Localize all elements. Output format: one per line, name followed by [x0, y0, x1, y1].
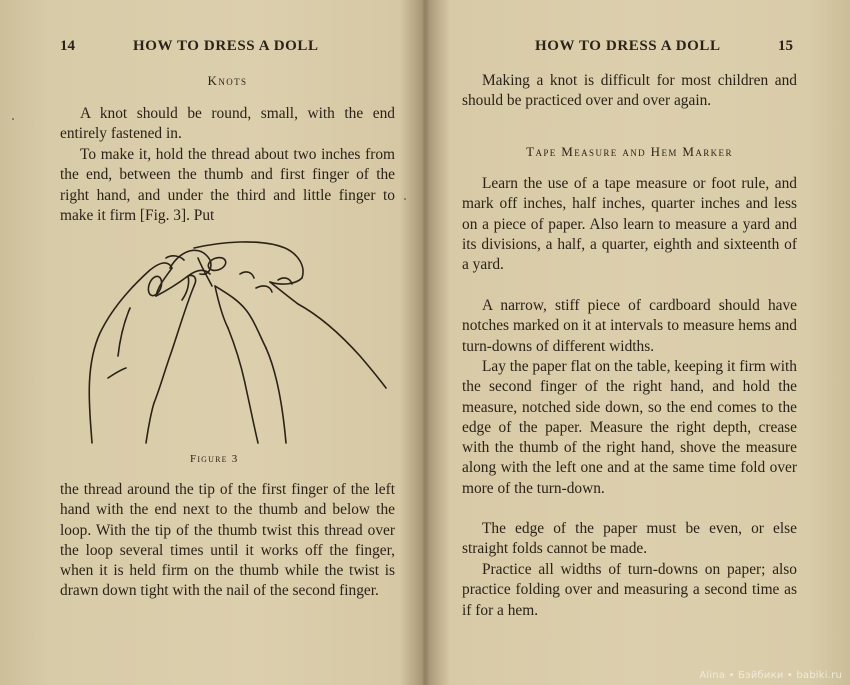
paragraph: Making a knot is difficult for most children and should be practiced over and over again.: [462, 72, 797, 110]
paragraph: Lay the paper flat on the table, keeping it firm with the second finger of the right hand, and hold the measure, notched side down, so the end comes to the edge of the paper. Measure the right depth, crease with the thumb of the right hand, shove the measure along with the left one and at the same time fold over more of the turn-down.: [462, 358, 797, 497]
section-heading-knots: Knots: [207, 73, 248, 88]
page-number-right: 15: [778, 38, 793, 54]
paragraph: Practice all widths of turn-downs on paper; also practice folding over and measuring a second time as if for a hem.: [462, 561, 797, 619]
paragraph: A knot should be round, small, with the end entirely fastened in.: [60, 105, 395, 143]
page-number-left: 14: [60, 38, 75, 54]
right-page: [425, 0, 850, 685]
hands-knot-illustration: [70, 238, 395, 448]
section-heading-tape-measure: Tape Measure and Hem Marker: [526, 144, 733, 159]
watermark: Alina • Бэйбики • babiki.ru: [699, 670, 842, 681]
paragraph: the thread around the tip of the first finger of the left hand with the end next to the thumb and below the loop. With the tip of the thumb twist this thread over the loop several times until it works off the finger, when it is held firm on the thumb while the twist is drawn down tight with the nail of the second finger.: [60, 481, 395, 600]
figure-caption: Figure 3: [190, 453, 239, 465]
paragraph: A narrow, stiff piece of cardboard should have notches marked on it at intervals to measure hems and turn-downs of different widths.: [462, 297, 797, 355]
paper-speck: [404, 198, 406, 200]
paragraph: To make it, hold the thread about two inches from the end, between the thumb and first finger of the right hand, and under the third and little finger to make it firm [Fig. 3]. Put: [60, 146, 395, 224]
paragraph: The edge of the paper must be even, or else straight folds cannot be made.: [462, 520, 797, 558]
paper-speck: [12, 118, 14, 120]
paragraph: Learn the use of a tape measure or foot rule, and mark off inches, half inches, quarter inches and less on a piece of paper. Also learn to measure a yard and its divisions, a half, a quarter, eighth and sixteenth of a yard.: [462, 175, 797, 274]
running-head-left: HOW TO DRESS A DOLL: [133, 38, 319, 54]
running-head-right: HOW TO DRESS A DOLL: [535, 38, 721, 54]
